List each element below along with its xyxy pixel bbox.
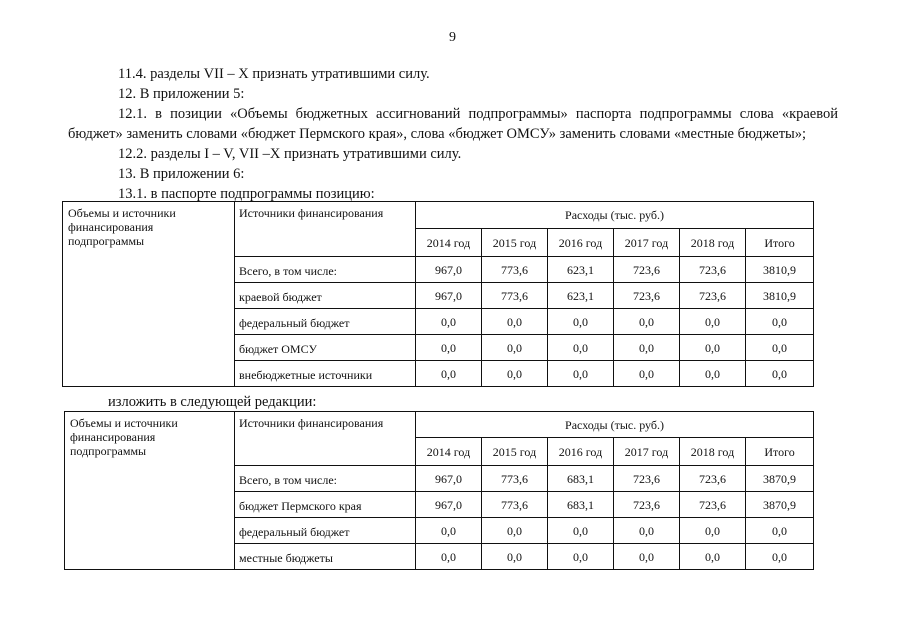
cell-value: 0,0 bbox=[614, 361, 680, 387]
sources-header: Источники финансирования bbox=[235, 412, 416, 466]
cell-value: 967,0 bbox=[416, 283, 482, 309]
paragraph-12: 12. В приложении 5: bbox=[118, 86, 245, 102]
year-header: 2018 год bbox=[680, 229, 746, 257]
cell-value: 0,0 bbox=[746, 335, 814, 361]
cell-value: 0,0 bbox=[416, 361, 482, 387]
total-header: Итого bbox=[746, 229, 814, 257]
cell-value: 0,0 bbox=[548, 544, 614, 570]
cell-value: 723,6 bbox=[680, 257, 746, 283]
cell-value: 723,6 bbox=[614, 466, 680, 492]
page-number: 9 bbox=[449, 30, 456, 45]
subprogram-funding-label: Объемы и источники финансирования подпрограммы bbox=[63, 202, 235, 387]
cell-value: 967,0 bbox=[416, 257, 482, 283]
row-label: краевой бюджет bbox=[235, 283, 416, 309]
cell-value: 723,6 bbox=[680, 492, 746, 518]
cell-value: 723,6 bbox=[614, 283, 680, 309]
cell-value: 3870,9 bbox=[746, 466, 814, 492]
cell-value: 0,0 bbox=[746, 361, 814, 387]
cell-value: 0,0 bbox=[482, 335, 548, 361]
cell-value: 967,0 bbox=[416, 466, 482, 492]
cell-value: 3810,9 bbox=[746, 257, 814, 283]
cell-value: 773,6 bbox=[482, 283, 548, 309]
paragraph-12-2: 12.2. разделы I – V, VII –X признать утратившими силу. bbox=[118, 146, 462, 162]
year-header: 2014 год bbox=[416, 438, 482, 466]
cell-value: 0,0 bbox=[548, 361, 614, 387]
row-label: федеральный бюджет bbox=[235, 309, 416, 335]
paragraph-13: 13. В приложении 6: bbox=[118, 166, 245, 182]
cell-value: 723,6 bbox=[614, 492, 680, 518]
cell-value: 0,0 bbox=[680, 518, 746, 544]
cell-value: 773,6 bbox=[482, 257, 548, 283]
paragraph-11-4: 11.4. разделы VII – X признать утратившими силу. bbox=[118, 66, 430, 82]
cell-value: 623,1 bbox=[548, 257, 614, 283]
cell-value: 967,0 bbox=[416, 492, 482, 518]
cell-value: 0,0 bbox=[614, 335, 680, 361]
expenses-header: Расходы (тыс. руб.) bbox=[416, 202, 814, 229]
cell-value: 0,0 bbox=[548, 309, 614, 335]
year-header: 2016 год bbox=[548, 229, 614, 257]
year-header: 2017 год bbox=[614, 229, 680, 257]
cell-value: 0,0 bbox=[680, 309, 746, 335]
cell-value: 0,0 bbox=[548, 518, 614, 544]
cell-value: 723,6 bbox=[680, 283, 746, 309]
row-label: Всего, в том числе: bbox=[235, 257, 416, 283]
financing-table-old bbox=[62, 201, 814, 387]
row-label: бюджет Пермского края bbox=[235, 492, 416, 518]
paragraph-13-1: 13.1. в паспорте подпрограммы позицию: bbox=[118, 186, 375, 202]
cell-value: 3870,9 bbox=[746, 492, 814, 518]
cell-value: 723,6 bbox=[614, 257, 680, 283]
cell-value: 683,1 bbox=[548, 492, 614, 518]
cell-value: 0,0 bbox=[614, 309, 680, 335]
subprogram-funding-label: Объемы и источники финансирования подпрограммы bbox=[65, 412, 235, 570]
cell-value: 0,0 bbox=[482, 518, 548, 544]
year-header: 2014 год bbox=[416, 229, 482, 257]
cell-value: 0,0 bbox=[614, 518, 680, 544]
year-header: 2018 год bbox=[680, 438, 746, 466]
year-header: 2017 год bbox=[614, 438, 680, 466]
paragraph-new-edition: изложить в следующей редакции: bbox=[108, 394, 317, 410]
cell-value: 683,1 bbox=[548, 466, 614, 492]
cell-value: 723,6 bbox=[680, 466, 746, 492]
cell-value: 0,0 bbox=[746, 309, 814, 335]
cell-value: 0,0 bbox=[416, 309, 482, 335]
cell-value: 0,0 bbox=[680, 335, 746, 361]
cell-value: 0,0 bbox=[680, 361, 746, 387]
cell-value: 0,0 bbox=[548, 335, 614, 361]
row-label: внебюджетные источники bbox=[235, 361, 416, 387]
cell-value: 773,6 bbox=[482, 466, 548, 492]
cell-value: 0,0 bbox=[416, 544, 482, 570]
cell-value: 0,0 bbox=[416, 518, 482, 544]
cell-value: 0,0 bbox=[482, 361, 548, 387]
cell-value: 0,0 bbox=[482, 544, 548, 570]
sources-header: Источники финансирования bbox=[235, 202, 416, 257]
cell-value: 3810,9 bbox=[746, 283, 814, 309]
cell-value: 0,0 bbox=[746, 544, 814, 570]
row-label: бюджет ОМСУ bbox=[235, 335, 416, 361]
year-header: 2016 год bbox=[548, 438, 614, 466]
cell-value: 623,1 bbox=[548, 283, 614, 309]
cell-value: 0,0 bbox=[746, 518, 814, 544]
year-header: 2015 год bbox=[482, 438, 548, 466]
year-header: 2015 год bbox=[482, 229, 548, 257]
cell-value: 0,0 bbox=[416, 335, 482, 361]
financing-table-new bbox=[64, 411, 814, 570]
paragraph-12-1: 12.1. в позиции «Объемы бюджетных ассигнований подпрограммы» паспорта подпрограммы слова «краевой бюджет» заменить словами «бюджет Пермского края», слова «бюджет ОМСУ» заменить словами «местные бюджеты»; bbox=[68, 106, 838, 142]
row-label: Всего, в том числе: bbox=[235, 466, 416, 492]
cell-value: 0,0 bbox=[614, 544, 680, 570]
total-header: Итого bbox=[746, 438, 814, 466]
cell-value: 773,6 bbox=[482, 492, 548, 518]
row-label: федеральный бюджет bbox=[235, 518, 416, 544]
cell-value: 0,0 bbox=[680, 544, 746, 570]
cell-value: 0,0 bbox=[482, 309, 548, 335]
row-label: местные бюджеты bbox=[235, 544, 416, 570]
expenses-header: Расходы (тыс. руб.) bbox=[416, 412, 814, 438]
